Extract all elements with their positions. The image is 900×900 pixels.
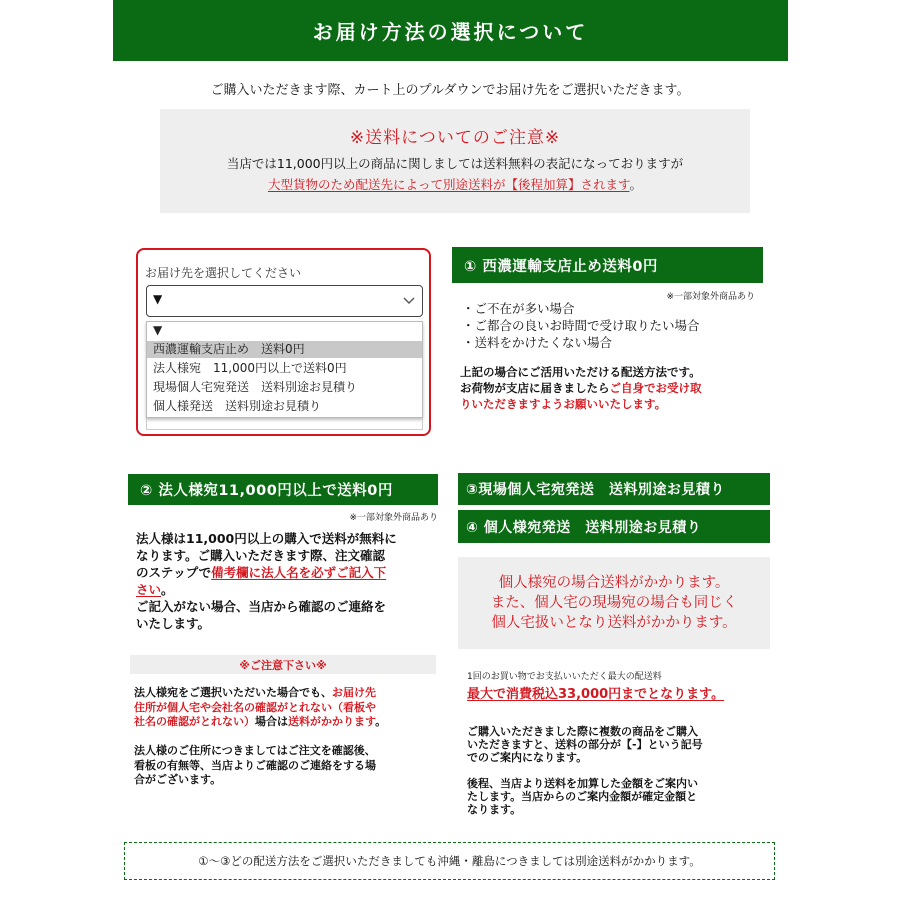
bullet-item: ・ご都合の良いお時間で受け取りたい場合 (462, 318, 700, 333)
multi-item-line: ご購入いただきました際に複数の商品をご購入 (467, 725, 698, 738)
section-2-note: ※一部対象外商品あり (349, 513, 438, 523)
delivery-option[interactable]: ▼ (153, 323, 163, 337)
section-2-body-line: ご記入がない場合、当店から確認のご連絡を (136, 599, 387, 614)
caution-line: 法人様のご住所につきましてはご注文を確認後、 (134, 744, 376, 757)
section-2-body-text: のステップで (136, 565, 212, 580)
caution-red: 社名の確認がとれない） (134, 715, 255, 728)
caution-line (134, 686, 439, 701)
intro-text: ご購入いただきます際、カート上のプルダウンでお届け先をご選択いただきます。 (210, 83, 690, 98)
multi-item-notice (467, 725, 703, 764)
section-1-body-line: りいただきますようお願いいたします。 (460, 397, 667, 411)
section-2-body-line: なります。ご購入いただきます際、注文確認 (136, 548, 386, 563)
notice-red-text: 大型貨物のため配送先によって別途送料が【後程加算】されます (267, 177, 630, 192)
section-1-body (460, 364, 702, 412)
okinawa-island-notice: ①～③どの配送方法をご選択いただきましても沖縄・離島につきましては別途送料がかかります。 (124, 842, 775, 880)
caution-text: 。 (375, 715, 387, 728)
caution-red: 送料がかかります (288, 715, 376, 728)
notice-period: 。 (629, 177, 643, 192)
notice-line-1: 当店では11,000円以上の商品に関しましては送料無料の表記になっておりますが (226, 156, 684, 171)
caution-body-2 (134, 744, 439, 788)
individual-shipping-notice (458, 557, 770, 649)
dropdown-underlay (146, 418, 423, 430)
section-2-body-line (136, 564, 441, 581)
section-2-body-red: さい (136, 582, 162, 597)
delivery-select-value: ▼ (153, 292, 163, 306)
delivery-options-list (146, 321, 423, 418)
delivery-option-selected[interactable]: 西濃運輸支店止め 送料0円 (147, 341, 422, 358)
page-title: お届け方法の選択について (113, 0, 788, 61)
section-2-body-line (136, 581, 441, 598)
shipping-notice-box (160, 109, 750, 213)
section-2-heading: ② 法人様宛11,000円以上で送料0円 (128, 474, 438, 505)
delivery-option[interactable]: 法人様宛 11,000円以上で送料0円 (153, 361, 347, 375)
bullet-item: ・ご不在が多い場合 (462, 301, 575, 316)
delivery-option[interactable]: 個人様発送 送料別途お見積り (153, 399, 322, 413)
caution-red: お届け先 (332, 686, 376, 699)
section-1-body-text: お荷物が支店に届きましたら (460, 381, 610, 395)
final-amount-line: たします。当店からのご案内金額が確定金額と (467, 790, 698, 803)
delivery-option[interactable]: 現場個人宅宛発送 送料別途お見積り (153, 380, 358, 394)
section-4-heading: ④ 個人様宛発送 送料別途お見積り (458, 510, 770, 543)
caution-line: 合がございます。 (134, 773, 222, 786)
individual-notice-line: また、個人宅の現場宛の場合も同じく (490, 595, 738, 611)
final-amount-line: なります。 (467, 803, 522, 816)
section-2-body-text: 。 (161, 582, 174, 597)
max-shipping-amount: 最大で消費税込33,000円までとなります。 (467, 687, 725, 702)
section-3-heading: ③現場個人宅宛発送 送料別途お見積り (458, 473, 770, 505)
caution-title: ※ご注意下さい※ (130, 655, 436, 674)
section-2-body-line: 法人様は11,000円以上の購入で送料が無料に (136, 531, 397, 546)
multi-item-line: いただきますと、送料の部分が【-】という記号 (467, 738, 703, 751)
notice-title: ※送料についてのご注意※ (349, 128, 561, 148)
bullet-item: ・送料をかけたくない場合 (462, 335, 613, 350)
caution-text: 場合は (255, 715, 288, 728)
caution-text: 法人様宛をご選択いただいた場合でも、 (134, 686, 332, 699)
section-1-body-red: ご自身でお受け取 (609, 381, 702, 395)
max-shipping-note: 1回のお買い物でお支払いいただく最大の配送料 (467, 672, 662, 682)
section-2-body-line: いたします。 (136, 616, 211, 631)
section-1-note: ※一部対象外商品あり (666, 292, 755, 302)
section-1-heading: ① 西濃運輸支店止め送料0円 (452, 247, 763, 283)
section-2-body-red: 備考欄に法人名を必ずご記入下 (211, 565, 387, 580)
dropdown-label: お届け先を選択してください (145, 266, 302, 280)
section-2-body (136, 530, 441, 632)
section-1-bullets (462, 300, 700, 351)
caution-line: 住所が個人宅や会社名の確認がとれない（看板や (134, 700, 376, 714)
final-amount-notice (467, 777, 698, 816)
caution-body (134, 686, 439, 730)
final-amount-line: 後程、当店より送料を加算した金額をご案内い (467, 777, 698, 790)
caution-line (134, 715, 439, 730)
multi-item-line: でのご案内になります。 (467, 751, 588, 764)
individual-notice-line: 個人宅扱いとなり送料がかかります。 (491, 615, 737, 631)
notice-line-2 (160, 175, 750, 193)
individual-notice-line: 個人様宛の場合送料がかかります。 (498, 575, 730, 591)
section-1-body-line: 上記の場合にご活用いただける配送方法です。 (460, 365, 701, 379)
caution-line: 看板の有無等、当店よりご確認のご連絡をする場 (134, 758, 376, 772)
delivery-select[interactable] (146, 285, 423, 317)
chevron-down-icon (399, 290, 419, 310)
section-1-body-line (460, 380, 702, 396)
